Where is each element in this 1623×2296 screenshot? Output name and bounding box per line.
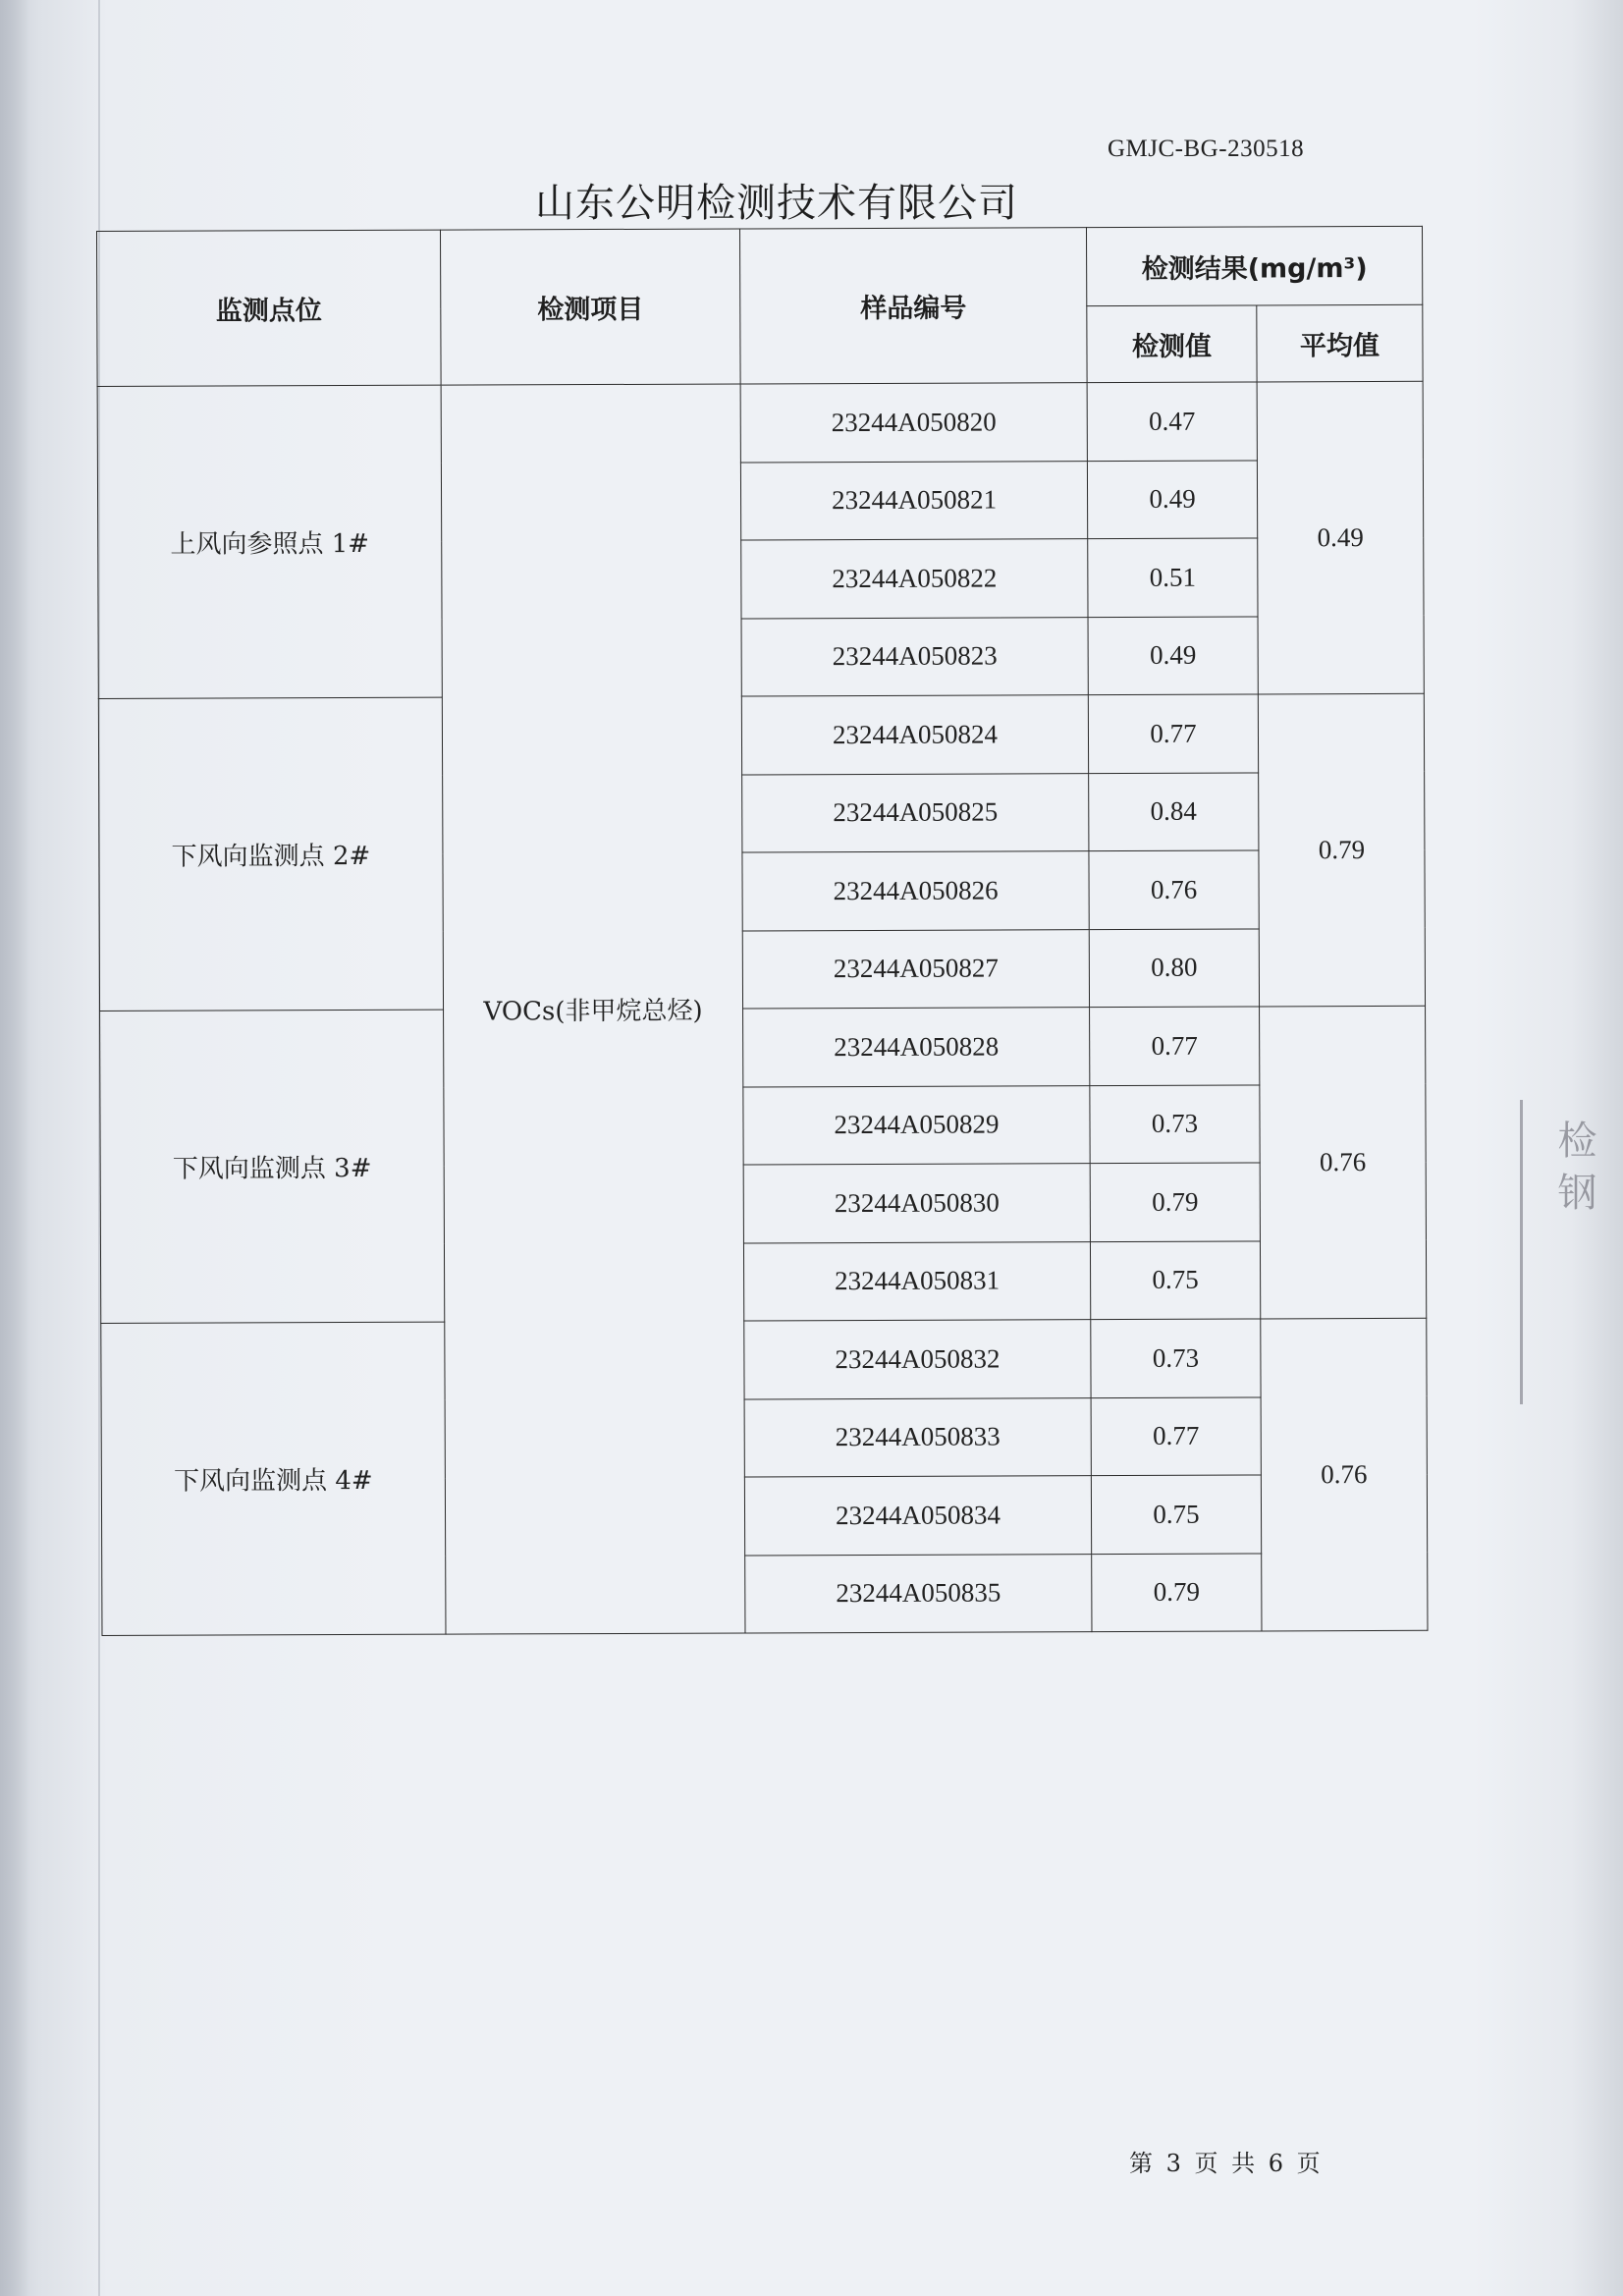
- item-cell: VOCs(非甲烷总烃): [441, 384, 745, 1634]
- results-table: [96, 226, 1428, 1636]
- sample-id-cell: 23244A050830: [743, 1164, 1090, 1243]
- sample-id-cell: 23244A050833: [744, 1397, 1091, 1477]
- value-cell: 0.75: [1090, 1240, 1260, 1319]
- sample-id-cell: 23244A050828: [743, 1008, 1090, 1087]
- sample-id-cell: 23244A050835: [745, 1554, 1092, 1633]
- value-cell: 0.84: [1089, 772, 1259, 850]
- table-row: [100, 1006, 1426, 1089]
- header-site: 监测点位: [97, 230, 442, 386]
- site-cell: 下风向监测点 2#: [98, 697, 443, 1011]
- value-cell: 0.76: [1089, 850, 1259, 929]
- sample-id-cell: 23244A050827: [742, 929, 1089, 1009]
- sample-id-cell: 23244A050834: [744, 1476, 1091, 1556]
- binding-shadow: [0, 0, 29, 2296]
- header-average: 平均值: [1257, 304, 1423, 382]
- seal-stamp-text: 检 钢: [1551, 1120, 1596, 1211]
- sample-id-cell: 23244A050821: [740, 461, 1087, 540]
- site-cell: 下风向监测点 3#: [100, 1010, 445, 1323]
- header-item: 检测项目: [440, 229, 740, 385]
- value-cell: 0.49: [1088, 616, 1258, 694]
- sample-id-cell: 23244A050822: [741, 539, 1088, 619]
- value-cell: 0.77: [1091, 1396, 1261, 1475]
- value-cell: 0.77: [1088, 694, 1258, 773]
- header-value: 检测值: [1087, 305, 1257, 383]
- value-cell: 0.73: [1090, 1084, 1260, 1163]
- average-cell: 0.76: [1260, 1006, 1427, 1319]
- company-name: 山东公明检测技术有限公司: [535, 181, 1018, 226]
- value-cell: 0.77: [1090, 1007, 1260, 1085]
- sample-id-cell: 23244A050831: [743, 1241, 1090, 1321]
- value-cell: 0.51: [1088, 538, 1258, 617]
- site-cell: 下风向监测点 4#: [101, 1322, 446, 1635]
- value-cell: 0.75: [1091, 1475, 1261, 1554]
- value-cell: 0.49: [1087, 460, 1257, 538]
- sample-id-cell: 23244A050829: [743, 1085, 1090, 1165]
- page-number: 第 3 页 共 6 页: [1129, 2150, 1321, 2177]
- value-cell: 0.79: [1092, 1553, 1262, 1631]
- header-result: 检测结果(mg/m³): [1086, 226, 1422, 305]
- sample-id-cell: 23244A050832: [744, 1320, 1091, 1399]
- table-row: [98, 693, 1424, 777]
- value-cell: 0.73: [1091, 1319, 1261, 1397]
- average-cell: 0.49: [1257, 381, 1424, 694]
- site-cell: 上风向参照点 1#: [97, 385, 442, 698]
- sample-id-cell: 23244A050826: [742, 851, 1089, 931]
- table-row: [101, 1318, 1427, 1401]
- table-row: [97, 381, 1423, 465]
- average-cell: 0.76: [1261, 1318, 1428, 1631]
- sample-id-cell: 23244A050825: [742, 773, 1089, 852]
- sample-id-cell: 23244A050823: [741, 617, 1088, 696]
- value-cell: 0.47: [1087, 382, 1257, 461]
- value-cell: 0.80: [1089, 928, 1259, 1007]
- sample-id-cell: 23244A050824: [741, 695, 1088, 775]
- report-code: GMJC-BG-230518: [1108, 136, 1305, 162]
- value-cell: 0.79: [1090, 1163, 1260, 1241]
- results-body: [97, 381, 1428, 1635]
- sample-id-cell: 23244A050820: [740, 383, 1087, 463]
- average-cell: 0.79: [1258, 693, 1425, 1007]
- header-sample: 样品编号: [739, 228, 1087, 384]
